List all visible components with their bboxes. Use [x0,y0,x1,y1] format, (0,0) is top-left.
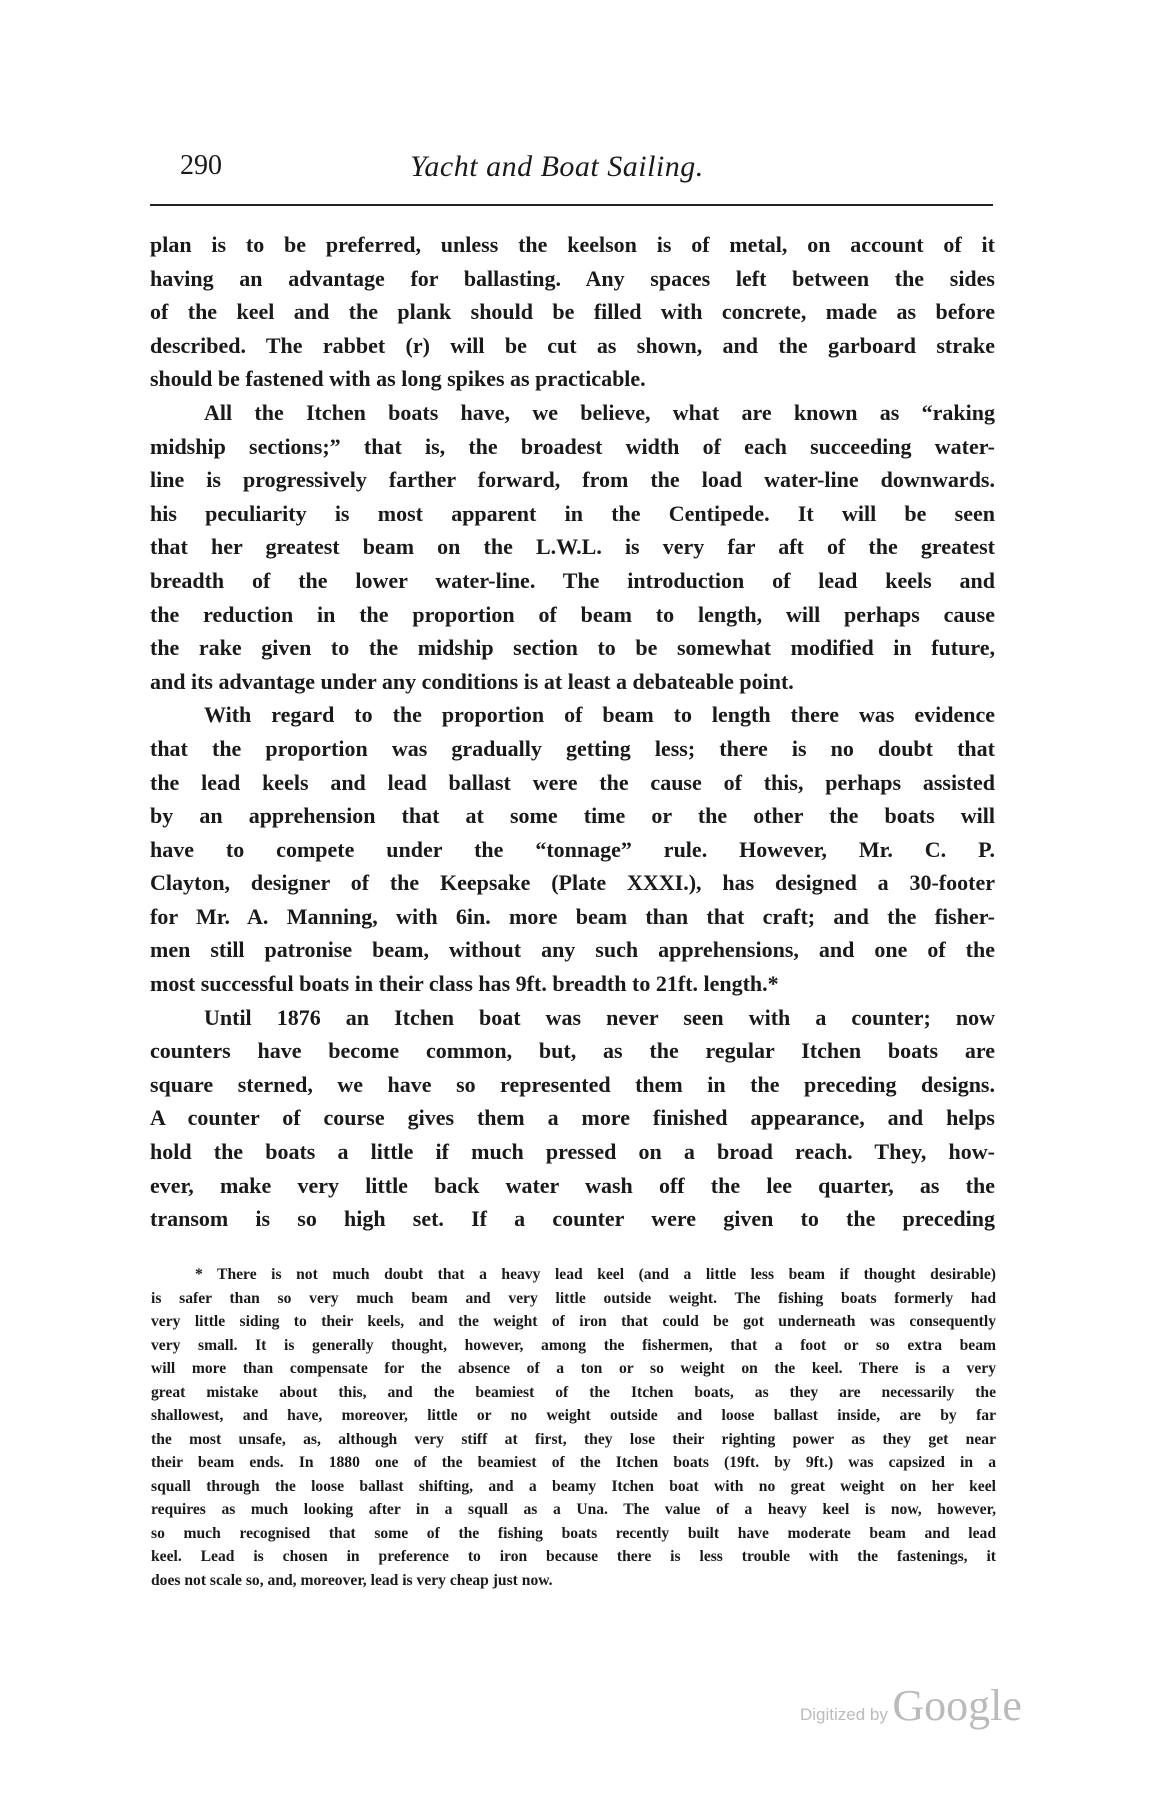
text-line: and its advantage under any conditions is at least a debateable point. [150,668,794,694]
running-title: Yacht and Boat Sailing. [410,150,704,183]
footnote-line: * There is not much doubt that a heavy lead keel (and a little less beam if thought desirable) [195,1266,996,1283]
text-line: that the proportion was gradually getting less; there is no doubt that [150,735,995,761]
text-line: have to compete under the “tonnage” rule. However, Mr. C. P. [150,836,995,862]
body-text [150,228,995,1236]
text-line: the lead keels and lead ballast were the cause of this, perhaps assisted [150,769,995,795]
footnote-line: keel. Lead is chosen in preference to iron because there is less trouble with the fastenings, it [151,1548,996,1565]
footnote-line: great mistake about this, and the beamiest of the Itchen boats, as they are necessarily the [151,1383,996,1401]
footnote-line: will more than compensate for the absence of a ton or so weight on the keel. There is a very [151,1360,996,1377]
footnote-line: very little siding to their keels, and the weight of iron that could be got underneath was consequently [151,1313,996,1330]
footnote-line: so much recognised that some of the fishing boats recently built have moderate beam and lead [151,1524,996,1542]
text-line: should be fastened with as long spikes as practicable. [150,366,646,392]
footnote-line: their beam ends. In 1880 one of the beamiest of the Itchen boats (19ft. by 9ft.) was capsized in a [151,1454,996,1471]
page-header [180,150,990,190]
digitized-watermark [800,1680,1022,1731]
text-line: described. The rabbet (r) will be cut as shown, and the garboard strake [150,332,995,358]
footnote-line: requires as much looking after in a squall as a Una. The value of a heavy keel is now, however, [151,1501,996,1518]
text-line: ever, make very little back water wash off the lee quarter, as the [150,1172,995,1198]
text-line: his peculiarity is most apparent in the Centipede. It will be seen [150,500,995,526]
footnote-line: shallowest, and have, moreover, little or no weight outside and loose ballast inside, are by far [151,1407,996,1424]
footnote [151,1263,996,1592]
text-line: With regard to the proportion of beam to length there was evidence [204,702,995,728]
text-line: Clayton, designer of the Keepsake (Plate XXXI.), has designed a 30-footer [150,870,995,896]
text-line: counters have become common, but, as the regular Itchen boats are [150,1038,995,1064]
text-line: square sterned, we have so represented them in the preceding designs. [150,1071,995,1097]
text-line: transom is so high set. If a counter were given to the preceding [150,1206,995,1232]
text-line: A counter of course gives them a more finished appearance, and helps [150,1105,995,1131]
text-line: the reduction in the proportion of beam to length, will perhaps cause [150,601,995,627]
header-rule [150,204,993,206]
footnote-line: does not scale so, and, moreover, lead is very cheap just now. [151,1571,553,1589]
text-line: Until 1876 an Itchen boat was never seen with a counter; now [204,1004,995,1030]
text-line: having an advantage for ballasting. Any spaces left between the sides [150,265,995,291]
text-line: most successful boats in their class has 9ft. breadth to 21ft. length.* [150,971,779,997]
text-line: the rake given to the midship section to be somewhat modified in future, [150,635,995,661]
text-line: that her greatest beam on the L.W.L. is very far aft of the greatest [150,534,995,560]
text-line: All the Itchen boats have, we believe, what are known as “raking [204,399,995,425]
watermark-prefix: Digitized by [800,1705,888,1724]
footnote-line: squall through the loose ballast shifting, and a beamy Itchen boat with no great weight on her keel [151,1477,996,1495]
text-line: of the keel and the plank should be filled with concrete, made as before [150,299,995,325]
footnote-line: is safer than so very much beam and very little outside weight. The fishing boats formerly had [151,1289,996,1307]
text-line: plan is to be preferred, unless the keelson is of metal, on account of it [150,232,995,257]
text-line: by an apprehension that at some time or the other the boats will [150,803,995,829]
footnote-line: very small. It is generally thought, however, among the fishermen, that a foot or so extra beam [151,1336,996,1354]
footnote-line: the most unsafe, as, although very stiff at first, they lose their righting power as they get near [151,1430,996,1448]
text-line: breadth of the lower water-line. The introduction of lead keels and [150,567,995,593]
google-logo: Google [892,1681,1022,1730]
text-line: line is progressively farther forward, from the load water-line downwards. [150,467,995,493]
text-line: midship sections;” that is, the broadest width of each succeeding water- [150,433,995,459]
text-line: for Mr. A. Manning, with 6in. more beam than that craft; and the fisher- [150,903,995,929]
text-line: hold the boats a little if much pressed on a broad reach. They, how- [150,1139,995,1165]
text-line: men still patronise beam, without any such apprehensions, and one of the [150,937,995,963]
page-number: 290 [180,150,222,181]
